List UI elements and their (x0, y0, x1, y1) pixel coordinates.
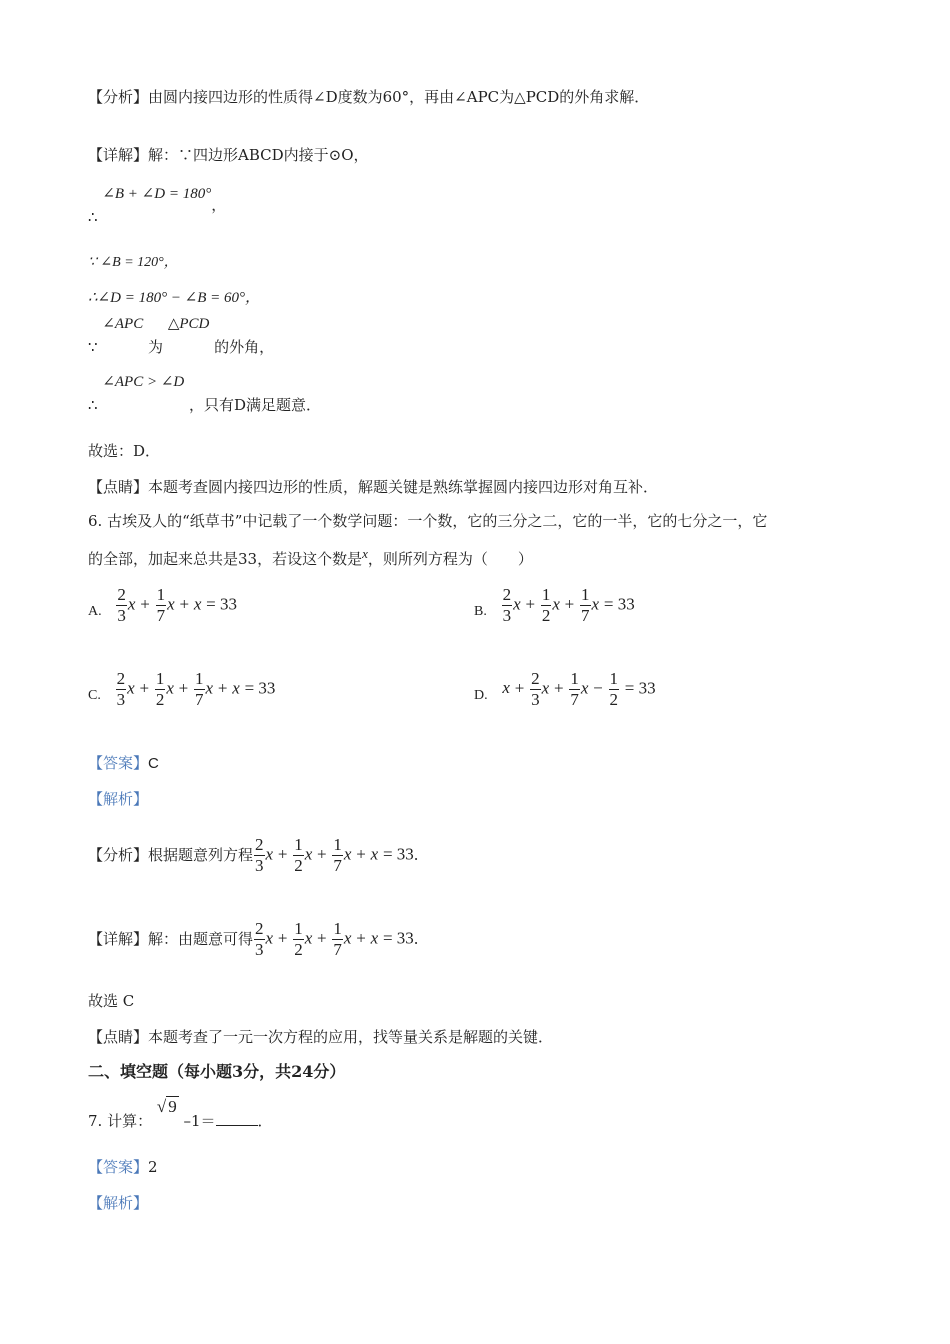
question-6-line-1: 6. 古埃及人的“纸草书”中记载了一个数学问题：一个数，它的三分之二，它的一半，它的七分之一，它 (88, 512, 768, 530)
option-d[interactable]: D. x + $\frac{2}{3}$ x + $\frac{1}{7}$ x − $\frac{1}{2}$ = 33 (474, 669, 656, 709)
step-line-2: ∵ ∠B = 120°， (88, 255, 178, 270)
step-line-5: ∴ ∠APC > ∠D ，只有D满足题意． (88, 374, 322, 414)
analysis-6-line: 【分析】根据题意列方程 $\frac{2}{3}$ x + $\frac{1}{2}$ x + $\frac{1}{7}$ x + x = 33． (88, 835, 429, 875)
analysis-6-label: 【解析】 (88, 790, 149, 808)
option-b[interactable]: B. $\frac{2}{3}$ x + $\frac{1}{2}$ x + $\frac{1}{7}$ x = 33 (474, 585, 635, 625)
option-a[interactable]: A. $\frac{2}{3}$ x + $\frac{1}{7}$ x + x = 33 (88, 585, 237, 625)
analysis-line: 【分析】由圆内接四边形的性质得∠D度数为60°，再由∠APC为△PCD的外角求解． (88, 88, 650, 106)
question-7: 7. 计算： √ 9 –1＝ ． (88, 1097, 273, 1130)
step-line-1: ∴ ∠B + ∠D = 180°， (88, 186, 227, 226)
detail-6-line: 【详解】解：由题意可得 $\frac{2}{3}$ x + $\frac{1}{2}$ x + $\frac{1}{7}$ x + x = 33． (88, 919, 429, 959)
answer-7: 【答案】2 (88, 1158, 158, 1176)
option-c[interactable]: C. $\frac{2}{3}$ x + $\frac{1}{2}$ x + $\frac{1}{7}$ x + x = 33 (88, 669, 276, 709)
answer-6: 【答案】C (88, 754, 159, 772)
detail-line: 【详解】解：∵四边形ABCD内接于⊙O， (88, 146, 369, 164)
comment-6-line: 【点睛】本题考查了一元一次方程的应用，找等量关系是解题的关键． (88, 1028, 554, 1046)
step-line-3: ∴∠D = 180° − ∠B = 60°， (88, 290, 261, 306)
comment-line: 【点睛】本题考查圆内接四边形的性质，解题关键是熟练掌握圆内接四边形对角互补． (88, 478, 659, 496)
choose-line: 故选：D． (88, 442, 161, 460)
choose-6-line: 故选 C (88, 992, 135, 1010)
analysis-7-label: 【解析】 (88, 1194, 149, 1212)
section-2-heading: 二、填空题（每小题3分，共24分） (88, 1062, 346, 1081)
question-6-line-2: 的全部，加起来总共是33，若设这个数是x，则所列方程为（ ） (88, 546, 533, 568)
step-line-4: ∵ ∠APC 为 △PCD 的外角， (88, 316, 275, 356)
